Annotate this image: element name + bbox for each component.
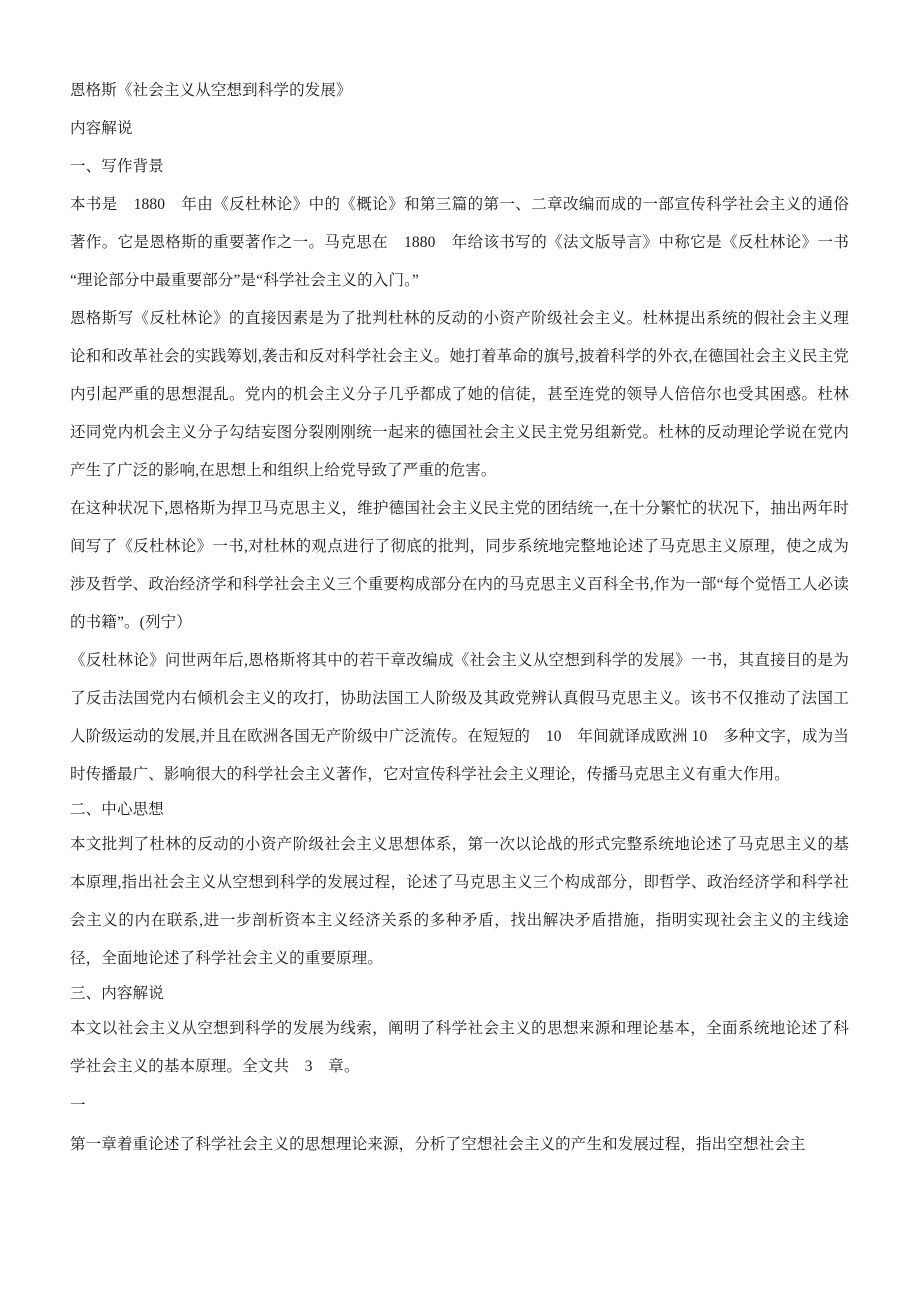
section-1-paragraph-3: 在这种状况下,恩格斯为捍卫马克思主义，维护德国社会主义民主党的团结统一,在十分繁忙的状况下，抽出两年时间写了《反杜林论》一书,对杜林的观点进行了彻底的批判，同步系统地完整地论述了马克思主义原理，使之成为涉及哲学、政治经济学和科学社会主义三个重要构成部分在内的马克思主义百科全书,作为一部“每个觉悟工人必读的书籍”。(列宁）: [70, 500, 849, 631]
section-3-paragraph-1: 本文以社会主义从空想到科学的发展为线索，阐明了科学社会主义的思想来源和理论基本，全面系统地论述了科学社会主义的基本原理。全文共 3 章。: [70, 1020, 849, 1075]
chapter-1-paragraph: 第一章着重论述了科学社会主义的思想理论来源，分析了空想社会主义的产生和发展过程，指出空想社会主: [70, 1136, 806, 1153]
section-1-paragraph-4: 《反杜林论》问世两年后,恩格斯将其中的若干章改编成《社会主义从空想到科学的发展》一书，其直接目的是为了反击法国党内右倾机会主义的攻打，协助法国工人阶级及其政党辨认真假马克思主义。该书不仅推动了法国工人阶级运动的发展,并且在欧洲各国无产阶级中广泛流传。在短短的 10 年间就译成欧洲 10 多种文字，成为当时传播最广、影响很大的科学社会主义著作，它对宣传科学社会主义理论，传播马克思主义有重大作用。: [70, 652, 849, 783]
section-heading-3: 三、内容解说: [70, 985, 164, 1002]
section-1-paragraph-1: 本书是 1880 年由《反杜林论》中的《概论》和第三篇的第一、二章改编而成的一部宣传科学社会主义的通俗著作。它是恩格斯的重要著作之一。马克思在 1880 年给该书写的《法文版导言》中称它是《反杜林论》一书“理论部分中最重要部分”是“科学社会主义的入门。”: [70, 196, 849, 289]
section-1-paragraph-2: 恩格斯写《反杜林论》的直接因素是为了批判杜林的反动的小资产阶级社会主义。杜林提出系统的假社会主义理论和和改革社会的实践筹划,袭击和反对科学社会主义。她打着革命的旗号,披着科学的外衣,在德国社会主义民主党内引起严重的思想混乱。党内的机会主义分子几乎都成了她的信徒，甚至连党的领导人倍倍尔也受其困惑。杜林还同党内机会主义分子勾结妄图分裂刚刚统一起来的德国社会主义民主党另组新党。杜林的反动理论学说在党内产生了广泛的影响,在思想上和组织上给党导致了严重的危害。: [70, 310, 849, 479]
document-title: 恩格斯《社会主义从空想到科学的发展》: [70, 82, 352, 99]
section-heading-1: 一、写作背景: [70, 158, 164, 175]
document-subtitle: 内容解说: [70, 120, 133, 137]
section-2-paragraph-1: 本文批判了杜林的反动的小资产阶级社会主义思想体系，第一次以论战的形式完整系统地论述了马克思主义的基本原理,指出社会主义从空想到科学的发展过程，论述了马克思主义三个构成部分，即哲学、政治经济学和科学社会主义的内在联系,进一步剖析资本主义经济关系的多种矛盾，找出解决矛盾措施，指明实现社会主义的主线途径，全面地论述了科学社会主义的重要原理。: [70, 836, 849, 967]
section-heading-2: 二、中心思想: [70, 801, 164, 818]
document-body: [70, 72, 849, 1164]
chapter-marker: 一: [70, 1097, 86, 1114]
